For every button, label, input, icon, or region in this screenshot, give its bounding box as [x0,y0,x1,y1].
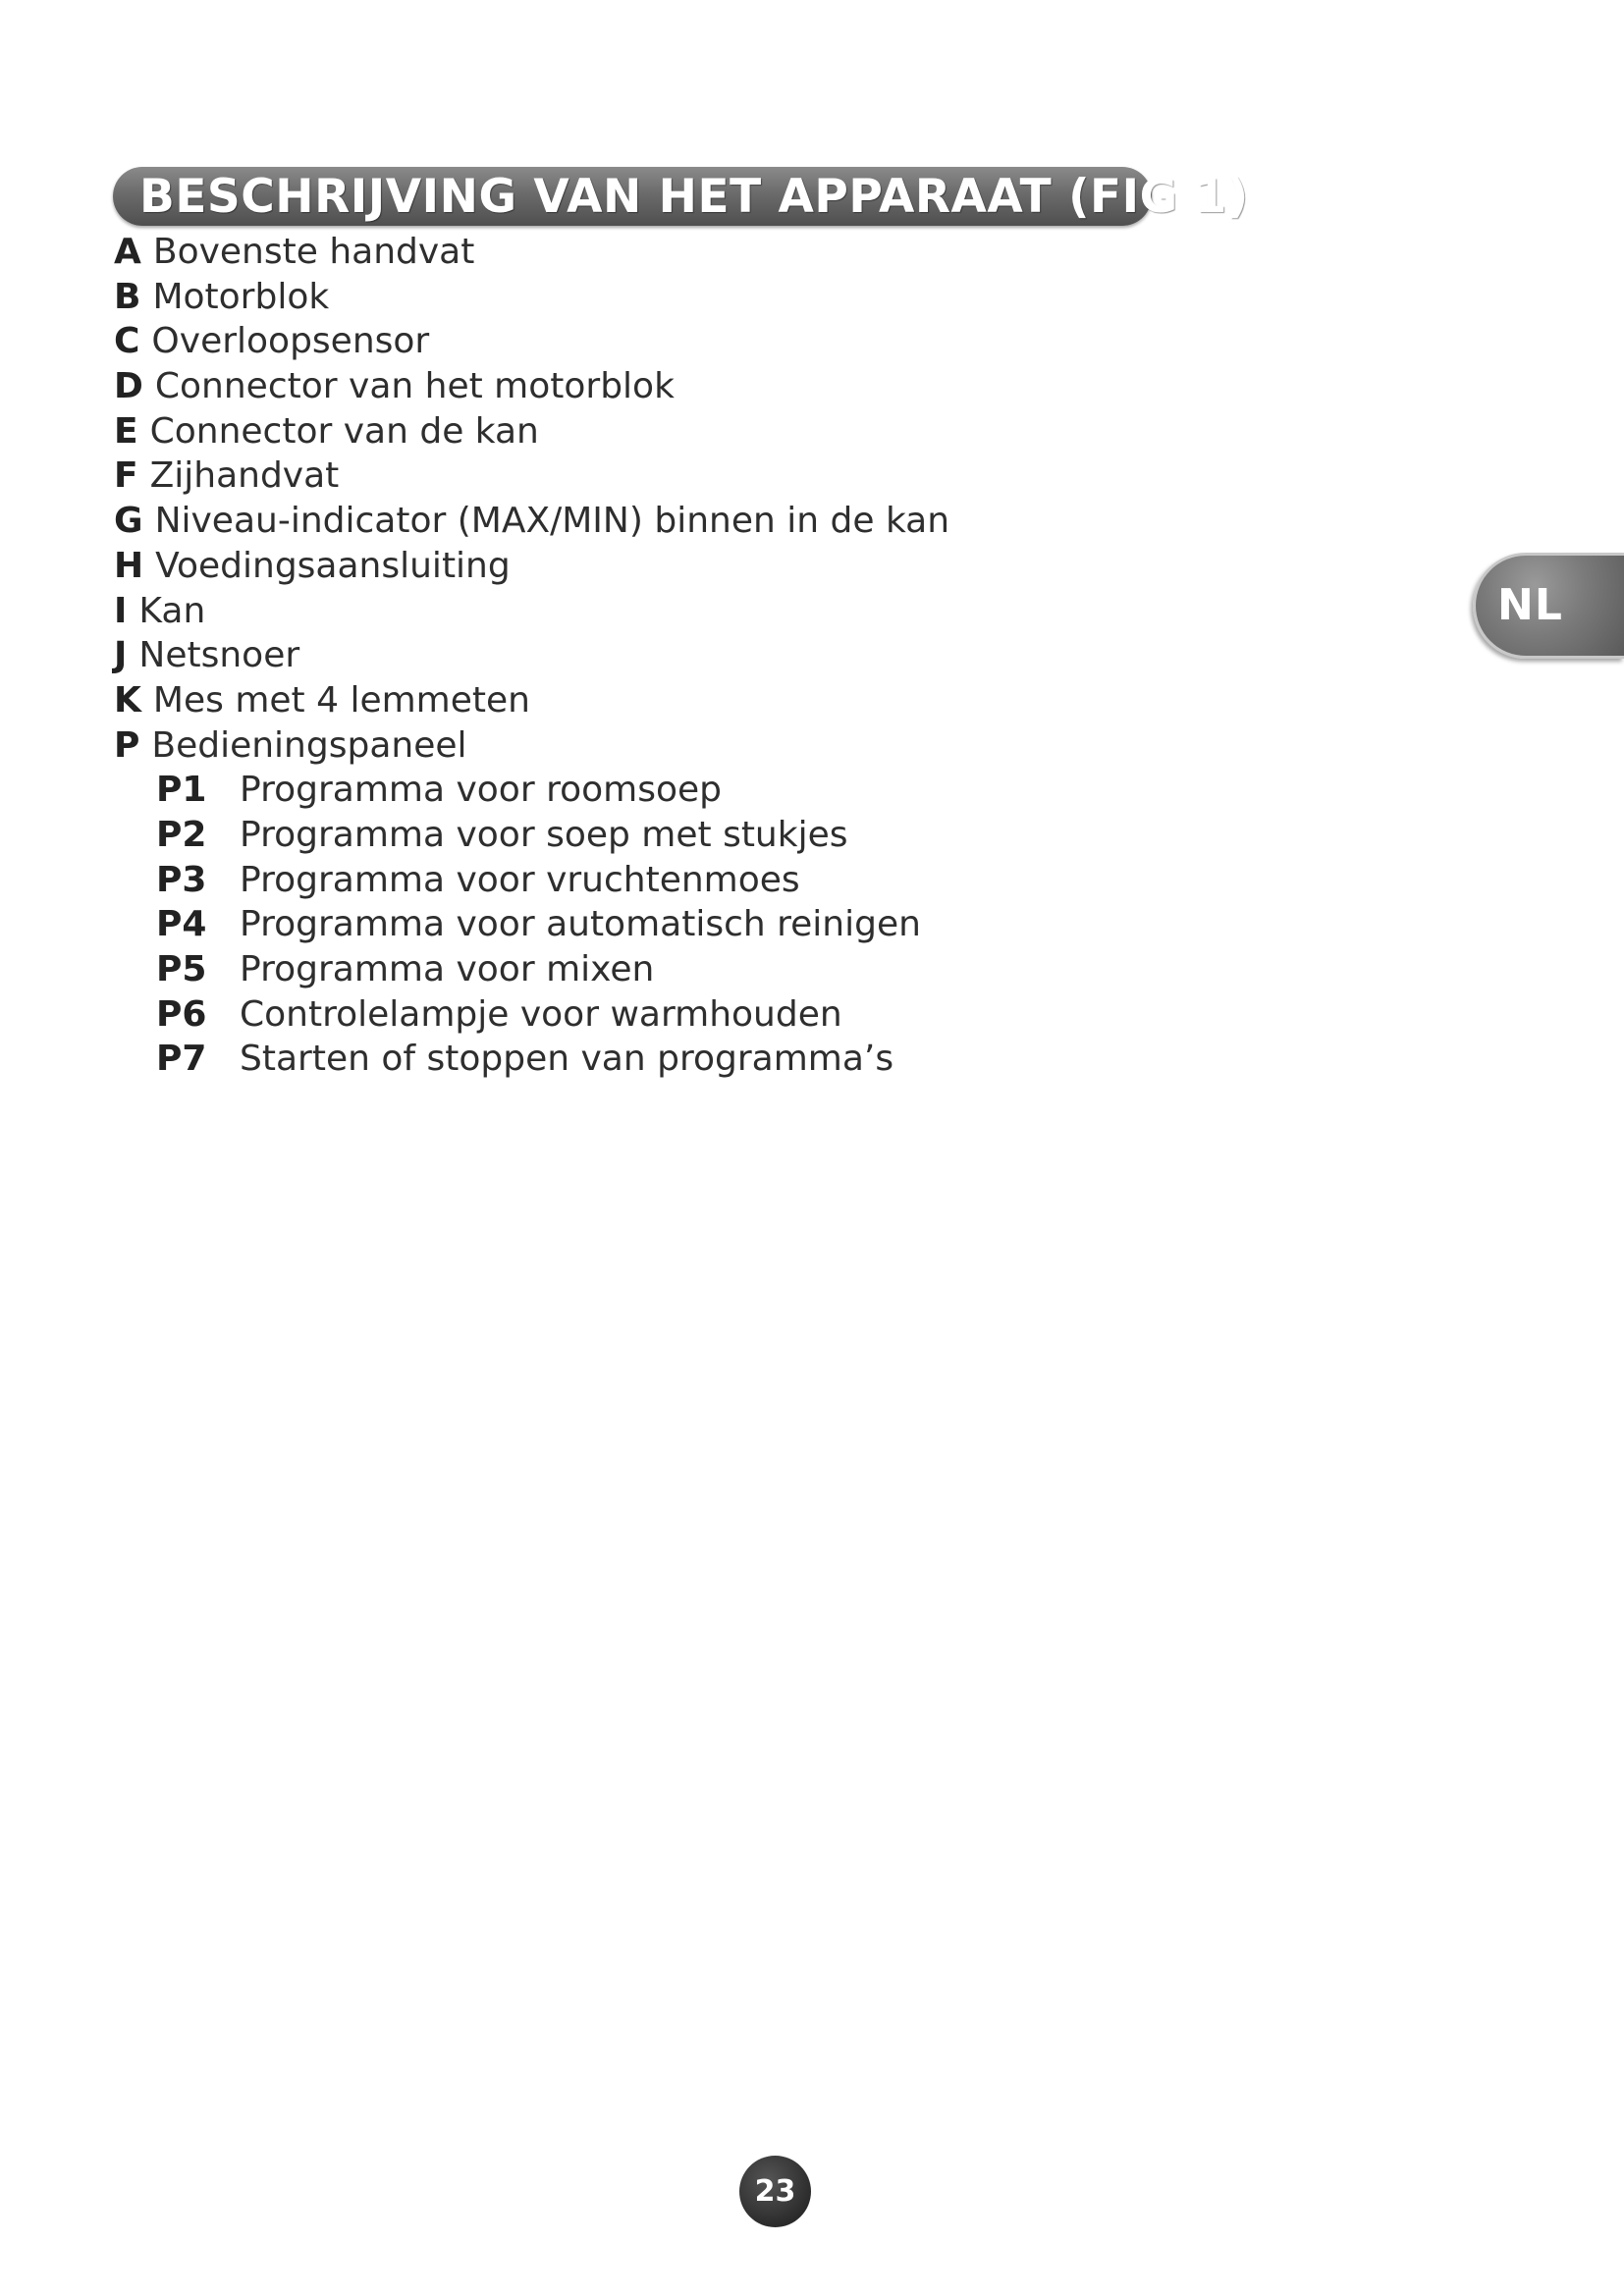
panel-code: P2 [156,814,207,855]
panel-label: Programma voor roomsoep [240,770,722,811]
part-letter: A [114,232,141,272]
part-letter: P [114,724,140,766]
part-label: Zijhandvat [149,455,340,497]
part-label: Overloopsensor [151,321,430,362]
section-title-bar [113,167,1249,226]
panel-code: P4 [156,904,207,945]
parts-list [114,230,949,1082]
part-letter: C [114,321,140,362]
panel-label: Programma voor vruchtenmoes [240,859,800,900]
part-letter: K [114,679,141,721]
panel-list-item [114,992,949,1038]
part-label: Connector van de kan [149,410,539,452]
list-item [114,364,949,409]
panel-list-item [114,1037,949,1082]
section-title: BESCHRIJVING VAN HET APPARAAT (FIG 1) [139,170,1249,224]
part-letter: E [114,410,138,452]
part-label: Bovenste handvat [152,232,475,272]
part-label: Mes met 4 lemmeten [152,679,530,721]
panel-list-item [114,858,949,903]
list-item [114,230,949,275]
part-letter: J [114,635,128,676]
panel-label: Starten of stoppen van programma’s [240,1039,894,1080]
list-item [114,544,949,589]
part-label: Connector van het motorblok [154,366,675,407]
part-letter: F [114,455,138,497]
panel-label: Controlelampje voor warmhouden [240,993,842,1035]
list-item [114,633,949,678]
panel-code: P7 [156,1039,207,1080]
part-label: Kan [138,590,206,631]
part-letter: B [114,276,141,317]
panel-list-item [114,768,949,813]
list-item [114,454,949,499]
list-item [114,723,949,769]
panel-code: P1 [156,770,207,811]
panel-code: P5 [156,949,207,989]
page-number: 23 [739,2156,811,2227]
panel-list-item [114,813,949,858]
part-letter: I [114,590,128,631]
list-item [114,409,949,454]
part-letter: D [114,366,143,407]
list-item [114,678,949,723]
part-label: Voedingsaansluiting [155,545,511,586]
part-label: Netsnoer [138,635,300,676]
panel-list-item [114,947,949,992]
panel-code: P3 [156,859,207,900]
list-item [114,589,949,634]
panel-list-item [114,902,949,947]
panel-label: Programma voor automatisch reinigen [240,904,921,945]
part-label: Bedieningspaneel [151,724,467,766]
language-code: NL [1497,580,1563,630]
list-item [114,275,949,320]
list-item [114,499,949,544]
panel-code: P6 [156,993,207,1035]
language-tab [1473,553,1624,659]
panel-label: Programma voor soep met stukjes [240,814,848,855]
panel-label: Programma voor mixen [240,949,655,989]
list-item [114,319,949,364]
part-label: Niveau-indicator (MAX/MIN) binnen in de kan [154,501,950,542]
part-letter: H [114,545,144,586]
part-label: Motorblok [152,276,330,317]
part-letter: G [114,501,143,542]
